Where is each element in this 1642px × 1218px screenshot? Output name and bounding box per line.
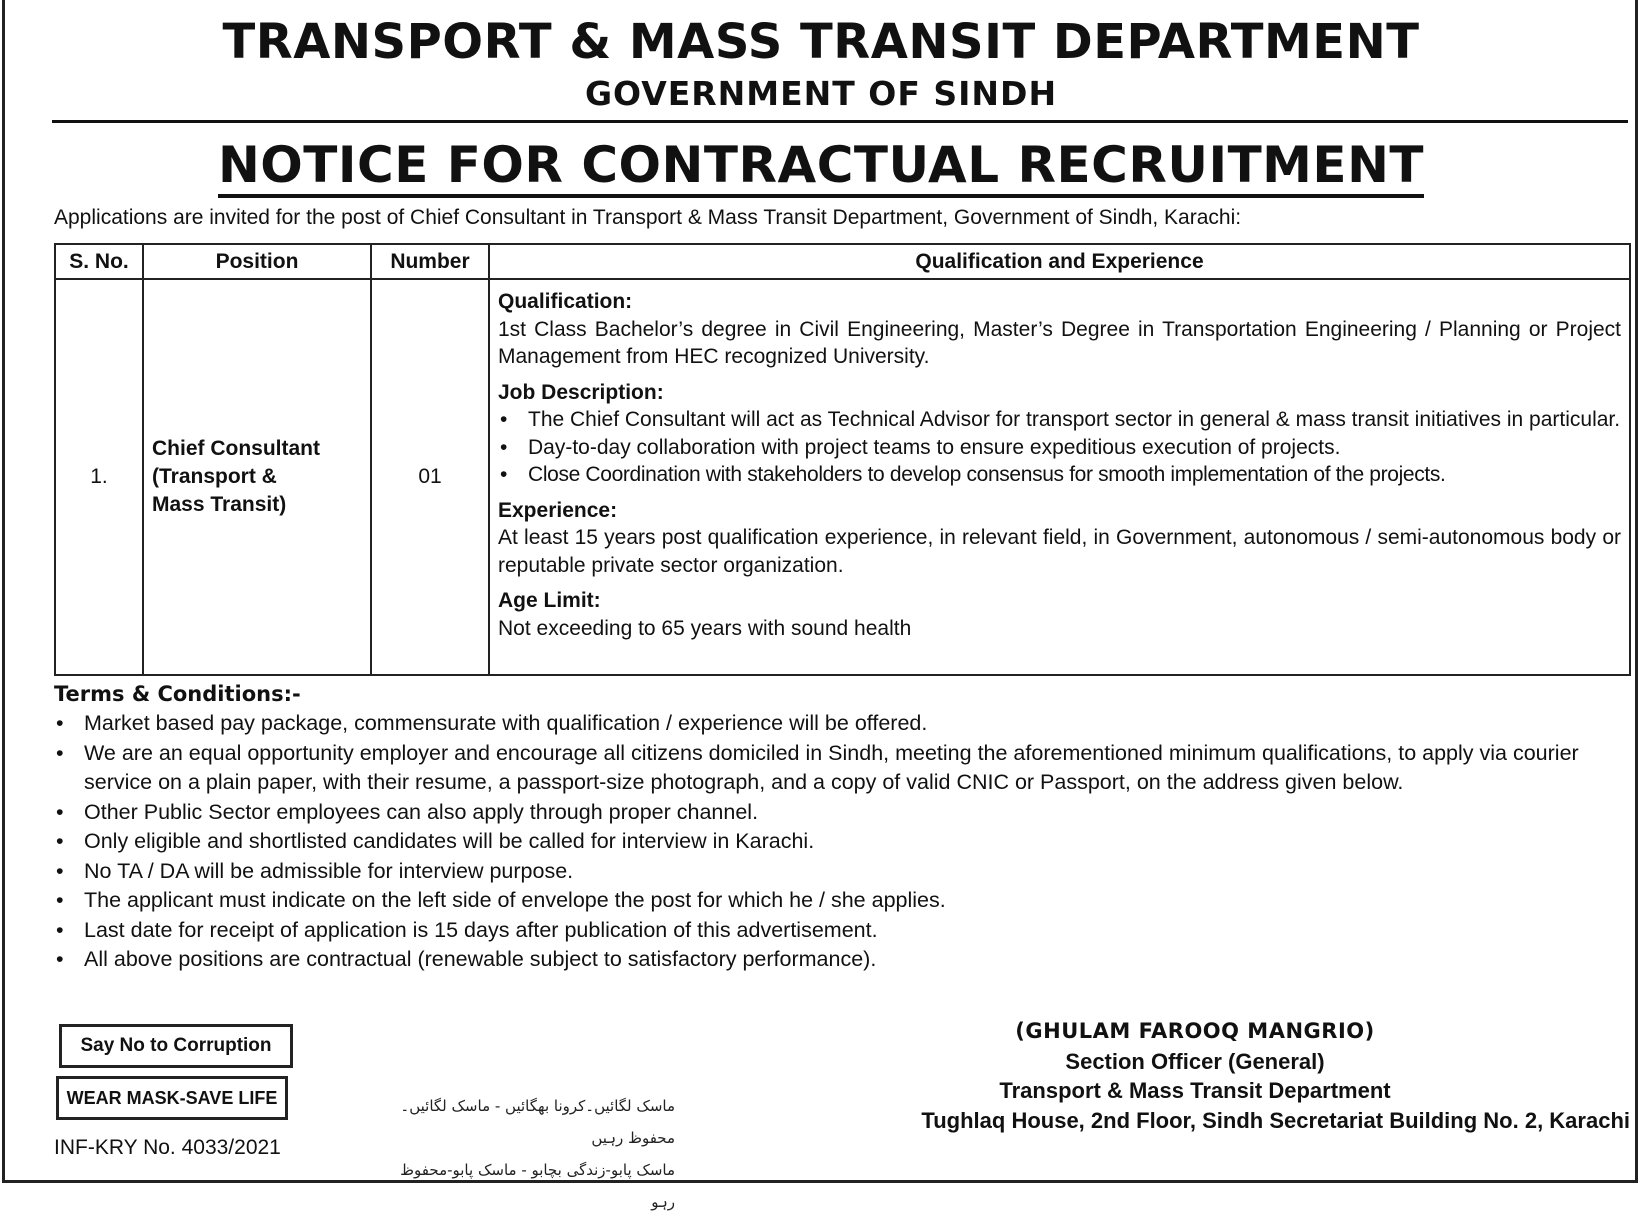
cell-position xyxy=(143,279,371,675)
list-item: • The Chief Consultant will act as Technical Advisor for transport sector in general & mass transit initiatives in particular. xyxy=(498,406,1621,434)
job-description-list xyxy=(498,406,1621,489)
position-line: Chief Consultant xyxy=(152,437,320,460)
header-qualification: Qualification and Experience xyxy=(489,244,1630,279)
job-description-heading: Job Description: xyxy=(498,380,664,404)
age-limit-heading: Age Limit: xyxy=(498,589,601,612)
list-item: • Day-to-day collaboration with project teams to ensure expeditious execution of projects. xyxy=(498,434,1621,462)
cell-sno: 1. xyxy=(55,279,143,675)
header-sno: S. No. xyxy=(55,244,143,279)
terms-list xyxy=(54,709,1618,975)
signature-block xyxy=(760,1017,1630,1135)
signatory-department: Transport & Mass Transit Department xyxy=(999,1078,1391,1103)
experience-heading: Experience: xyxy=(498,498,618,522)
position-line: Mass Transit) xyxy=(152,493,287,516)
qualification-text: 1st Class Bachelor’s degree in Civil Engineering, Master’s Degree in Transportation Engineering / Planning or Project Management from HEC recognized University. xyxy=(498,317,1621,368)
list-item: • We are an equal opportunity employer and encourage all citizens domiciled in Sindh, meeting the aforementioned minimum qualifications, to apply via courier service on a plain paper, with their resume, a passport-size photograph, and a copy of valid CNIC or Passport, on the address given below. xyxy=(54,739,1618,798)
wear-mask-badge: WEAR MASK-SAVE LIFE xyxy=(56,1076,288,1120)
list-item: • Market based pay package, commensurate with qualification / experience will be offered. xyxy=(54,709,1618,739)
cell-number: 01 xyxy=(371,279,489,675)
signatory-address: Tughlaq House, 2nd Floor, Sindh Secretariat Building No. 2, Karachi xyxy=(921,1107,1630,1133)
terms-title: Terms & Conditions:- xyxy=(54,682,301,706)
list-item: • The applicant must indicate on the left side of envelope the post for which he / she applies. xyxy=(54,886,1618,916)
urdu-slogan-line: ماسک پابو-زندگی بچابو - ماسک پابو-محفوظ رہو xyxy=(400,1161,675,1211)
age-limit-text: Not exceeding to 65 years with sound health xyxy=(498,616,912,640)
qualification-heading: Qualification: xyxy=(498,290,633,313)
anti-corruption-badge: Say No to Corruption xyxy=(59,1024,293,1068)
list-item: • Close Coordination with stakeholders to develop consensus for smooth implementation of the projects. xyxy=(498,461,1621,489)
notice-title xyxy=(0,136,1642,194)
intro-text: Applications are invited for the post of Chief Consultant in Transport & Mass Transit Department, Government of Sindh, Karachi: xyxy=(54,206,1242,229)
header-number: Number xyxy=(371,244,489,279)
table-header-row xyxy=(55,244,1630,279)
experience-text: At least 15 years post qualification experience, in relevant field, in Government, autonomous / semi-autonomous body or reputable private sector organization. xyxy=(498,526,1621,577)
table-row xyxy=(55,279,1630,675)
notice-title-text: NOTICE FOR CONTRACTUAL RECRUITMENT xyxy=(218,136,1424,198)
list-item: • Only eligible and shortlisted candidates will be called for interview in Karachi. xyxy=(54,827,1618,857)
department-title: TRANSPORT & MASS TRANSIT DEPARTMENT xyxy=(222,14,1420,70)
list-item: • Other Public Sector employees can also apply through proper channel. xyxy=(54,798,1618,828)
urdu-slogan xyxy=(375,1090,675,1218)
position-line: (Transport & xyxy=(152,465,277,488)
header-divider xyxy=(52,120,1628,123)
reference-number: INF-KRY No. 4033/2021 xyxy=(54,1136,281,1159)
list-item: • No TA / DA will be admissible for interview purpose. xyxy=(54,857,1618,887)
cell-qualification xyxy=(489,279,1630,675)
government-title: GOVERNMENT OF SINDH xyxy=(584,74,1058,113)
signatory-title: Section Officer (General) xyxy=(1065,1048,1325,1074)
header-position: Position xyxy=(143,244,371,279)
list-item: • Last date for receipt of application is 15 days after publication of this advertisement. xyxy=(54,916,1618,946)
urdu-slogan-line: ماسک لگائیں۔کرونا بھگائیں - ماسک لگائیں۔محفوظ رہیں xyxy=(400,1097,675,1147)
signatory-name: (GHULAM FAROOQ MANGRIO) xyxy=(1015,1019,1375,1043)
list-item: • All above positions are contractual (renewable subject to satisfactory performance). xyxy=(54,945,1618,975)
positions-table xyxy=(54,243,1631,676)
